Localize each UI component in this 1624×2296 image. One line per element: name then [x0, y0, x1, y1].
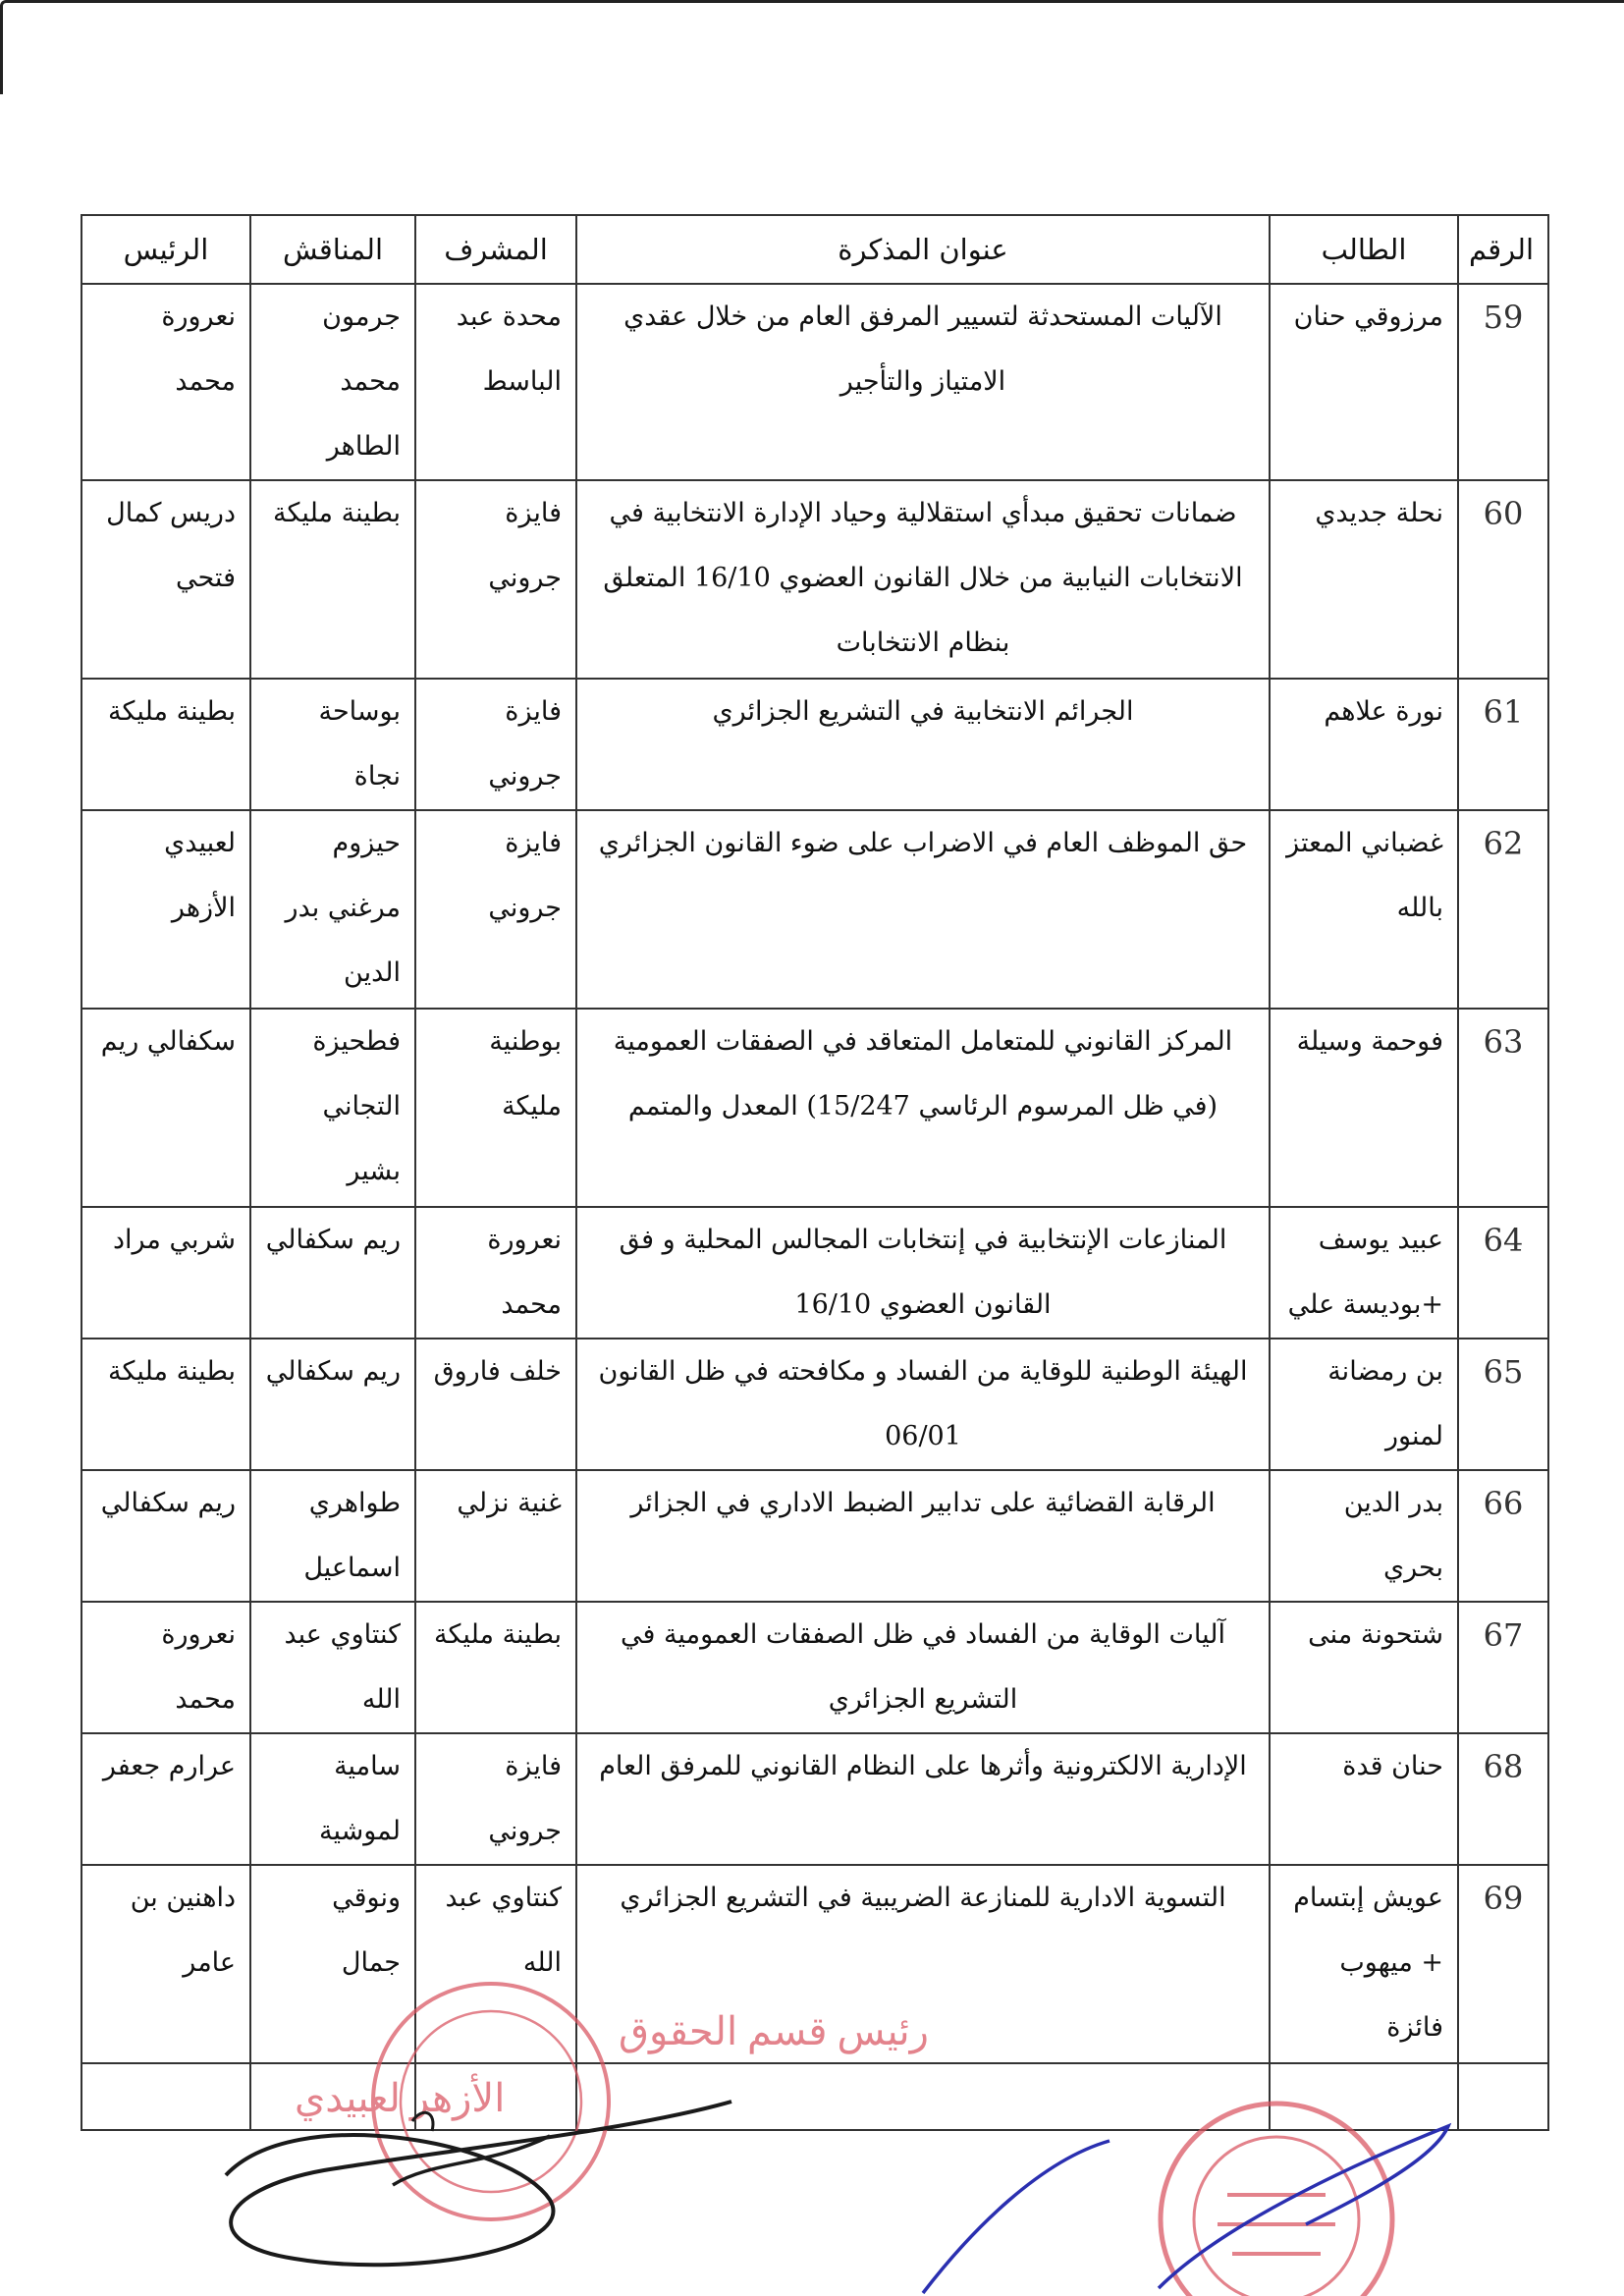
row-president: لعبيدي الأزهر: [81, 810, 250, 1009]
row-student: نحلة جديدي: [1270, 480, 1458, 679]
row-president: نعرورة محمد: [81, 1602, 250, 1733]
row-supervisor: فايزة جروني: [415, 810, 576, 1009]
empty-row: [81, 2063, 1548, 2130]
row-president: داهنين بن عامر: [81, 1865, 250, 2063]
institution-stamp: [1161, 2104, 1392, 2296]
row-supervisor: بوطنية مليكة: [415, 1009, 576, 1207]
row-title: المركز القانوني للمتعامل المتعاقد في الصفقات العمومية (في ظل المرسوم الرئاسي 15/247) المعدل والمتمم: [576, 1009, 1270, 1207]
row-number: 62: [1458, 810, 1548, 1009]
row-examiner: ريم سكفالي: [250, 1339, 415, 1470]
row-student: مرزوقي حنان: [1270, 284, 1458, 480]
row-title: الآليات المستحدثة لتسيير المرفق العام من خلال عقدي الامتياز والتأجير: [576, 284, 1270, 480]
header-examiner: المناقش: [250, 215, 415, 284]
row-supervisor: خلف فاروق: [415, 1339, 576, 1470]
row-president: بطينة مليكة: [81, 679, 250, 810]
row-examiner: بوساحة نجاة: [250, 679, 415, 810]
row-supervisor: نعرورة محمد: [415, 1207, 576, 1339]
row-examiner: فطحيزة التجاني بشير: [250, 1009, 415, 1207]
table-row: [81, 1602, 1548, 1733]
row-number: 69: [1458, 1865, 1548, 2063]
row-student: فوحمة وسيلة: [1270, 1009, 1458, 1207]
row-supervisor: فايزة جروني: [415, 480, 576, 679]
row-student: حنان قدة: [1270, 1733, 1458, 1865]
scan-border: [0, 0, 1624, 94]
row-title: آليات الوقاية من الفساد في ظل الصفقات العمومية في التشريع الجزائري: [576, 1602, 1270, 1733]
table-row: [81, 480, 1548, 679]
header-supervisor: المشرف: [415, 215, 576, 284]
row-title: المنازعات الإنتخابية في إنتخابات المجالس المحلية و فق القانون العضوي 16/10: [576, 1207, 1270, 1339]
table-row: [81, 1470, 1548, 1602]
empty-cell: [415, 2063, 576, 2130]
table-row: [81, 1733, 1548, 1865]
table-row: [81, 1207, 1548, 1339]
row-title: الهيئة الوطنية للوقاية من الفساد و مكافحته في ظل القانون 06/01: [576, 1339, 1270, 1470]
table-body: [81, 284, 1548, 2130]
header-number: الرقم: [1458, 215, 1548, 284]
empty-cell: [250, 2063, 415, 2130]
table-row: [81, 1009, 1548, 1207]
table-row: [81, 679, 1548, 810]
row-president: دريس كمال فتحي: [81, 480, 250, 679]
signature-blue: [923, 2126, 1448, 2293]
row-number: 64: [1458, 1207, 1548, 1339]
row-supervisor: غنية نزلي: [415, 1470, 576, 1602]
row-examiner: جرمون محمد الطاهر: [250, 284, 415, 480]
row-examiner: ونوقي جمال: [250, 1865, 415, 2063]
row-number: 66: [1458, 1470, 1548, 1602]
row-number: 68: [1458, 1733, 1548, 1865]
header-student: الطالب: [1270, 215, 1458, 284]
stamp-signatory-name: الأزهر لعبيدي: [295, 2076, 506, 2120]
row-student: شتحونة منى: [1270, 1602, 1458, 1733]
row-student: عويش إبتسام + ميهوب فائزة: [1270, 1865, 1458, 2063]
table-row: [81, 810, 1548, 1009]
empty-cell: [81, 2063, 250, 2130]
table-row: [81, 1865, 1548, 2063]
row-president: ريم سكفالي: [81, 1470, 250, 1602]
row-examiner: طواهري اسماعيل: [250, 1470, 415, 1602]
row-title: الجرائم الانتخابية في التشريع الجزائري: [576, 679, 1270, 810]
row-title: الرقابة القضائية على تدابير الضبط الاداري في الجزائر: [576, 1470, 1270, 1602]
signature-black-stroke: [393, 2136, 550, 2185]
row-number: 61: [1458, 679, 1548, 810]
row-number: 65: [1458, 1339, 1548, 1470]
row-president: عرارم جعفر: [81, 1733, 250, 1865]
institution-stamp-inner-ring: [1194, 2137, 1359, 2296]
row-examiner: ريم سكفالي: [250, 1207, 415, 1339]
row-supervisor: كنتاوي عبد الله: [415, 1865, 576, 2063]
row-student: بن رمضانة لمنور: [1270, 1339, 1458, 1470]
row-president: سكفالي ريم: [81, 1009, 250, 1207]
table-row: [81, 1339, 1548, 1470]
row-title: حق الموظف العام في الاضراب على ضوء القانون الجزائري: [576, 810, 1270, 1009]
table-header-row: [81, 215, 1548, 284]
thesis-table: [81, 214, 1549, 2131]
row-president: نعرورة محمد: [81, 284, 250, 480]
row-supervisor: محدة عبد الباسط: [415, 284, 576, 480]
row-number: 67: [1458, 1602, 1548, 1733]
row-examiner: بطينة مليكة: [250, 480, 415, 679]
row-student: بدر الدين بحري: [1270, 1470, 1458, 1602]
empty-cell: [576, 2063, 1270, 2130]
row-title: الإدارية الالكترونية وأثرها على النظام القانوني للمرفق العام: [576, 1733, 1270, 1865]
row-student: عبيد يوسف +بوديسة علي: [1270, 1207, 1458, 1339]
row-number: 63: [1458, 1009, 1548, 1207]
row-supervisor: فايزة جروني: [415, 679, 576, 810]
row-number: 59: [1458, 284, 1548, 480]
row-examiner: سامية لموشية: [250, 1733, 415, 1865]
stamp-signatory-title: رئيس قسم الحقوق: [619, 2009, 929, 2053]
table-row: [81, 284, 1548, 480]
row-examiner: حيزوم مرغني بدر الدين: [250, 810, 415, 1009]
header-president: الرئيس: [81, 215, 250, 284]
row-examiner: كنتاوي عبد الله: [250, 1602, 415, 1733]
row-supervisor: بطينة مليكة: [415, 1602, 576, 1733]
empty-cell: [1270, 2063, 1458, 2130]
institution-stamp-outer-ring: [1161, 2104, 1392, 2296]
row-title: التسوية الادارية للمنازعة الضريبية في التشريع الجزائري: [576, 1865, 1270, 2063]
row-number: 60: [1458, 480, 1548, 679]
row-president: شربي مراد: [81, 1207, 250, 1339]
row-student: نورة علاهم: [1270, 679, 1458, 810]
institution-stamp-lines: [1218, 2195, 1335, 2254]
row-president: بطينة مليكة: [81, 1339, 250, 1470]
empty-cell: [1458, 2063, 1548, 2130]
row-title: ضمانات تحقيق مبدأي استقلالية وحياد الإدارة الانتخابية في الانتخابات النيابية من خلال القانون العضوي 16/10 المتعلق بنظام الانتخابات: [576, 480, 1270, 679]
row-supervisor: فايزة جروني: [415, 1733, 576, 1865]
header-title: عنوان المذكرة: [576, 215, 1270, 284]
row-student: غضباني المعتز بالله: [1270, 810, 1458, 1009]
